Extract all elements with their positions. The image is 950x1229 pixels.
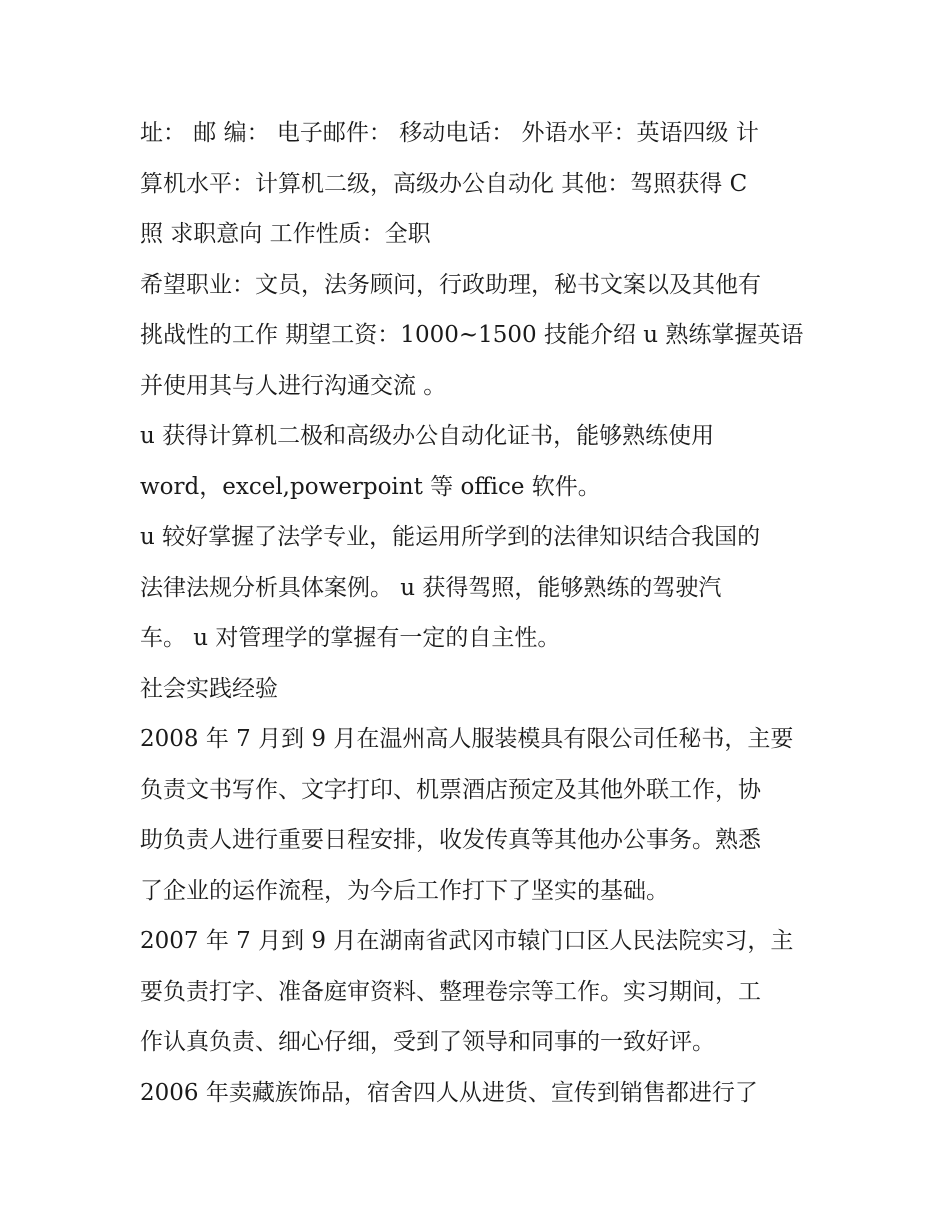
text-line: 照 求职意向 工作性质：全职	[140, 221, 431, 247]
text-line: u 较好掌握了法学专业，能运用所学到的法律知识结合我国的	[140, 524, 761, 550]
section-heading: 社会实践经验	[140, 675, 278, 702]
text-line: 助负责人进行重要日程安排，收发传真等其他办公事务。熟悉	[140, 827, 761, 853]
text-line: 并使用其与人进行沟通交流 。	[140, 372, 447, 399]
text-line: 作认真负责、细心仔细，受到了领导和同事的一致好评。	[140, 1029, 715, 1055]
text-line: 算机水平：计算机二级，高级办公自动化 其他：驾照获得 C	[140, 170, 748, 197]
text-line: 2006 年卖藏族饰品，宿舍四人从进货、宣传到销售都进行了	[140, 1079, 758, 1106]
text-line: 2007 年 7 月到 9 月在湖南省武冈市辕门口区人民法院实习，主	[140, 928, 794, 954]
text-line: word，excel,powerpoint 等 office 软件。	[140, 473, 601, 500]
text-line: 法律法规分析具体案例。 u 获得驾照，能够熟练的驾驶汽	[140, 574, 722, 601]
document-body	[140, 108, 830, 1118]
text-line: 希望职业：文员，法务顾问，行政助理，秘书文案以及其他有	[140, 271, 761, 298]
text-line: 负责文书写作、文字打印、机票酒店预定及其他外联工作，协	[140, 776, 761, 803]
text-line: 址： 邮 编： 电子邮件： 移动电话： 外语水平：英语四级 计	[140, 120, 759, 146]
text-line: u 获得计算机二极和高级办公自动化证书，能够熟练使用	[140, 423, 715, 449]
text-line: 了企业的运作流程，为今后工作打下了坚实的基础。	[140, 877, 669, 904]
text-line: 挑战性的工作 期望工资：1000~1500 技能介绍 u 熟练掌握英语	[140, 322, 804, 348]
text-line: 2008 年 7 月到 9 月在温州高人服装模具有限公司任秘书，主要	[140, 726, 794, 752]
text-line: 车。 u 对管理学的掌握有一定的自主性。	[140, 625, 561, 651]
text-line: 要负责打字、准备庭审资料、整理卷宗等工作。实习期间，工	[140, 978, 761, 1005]
